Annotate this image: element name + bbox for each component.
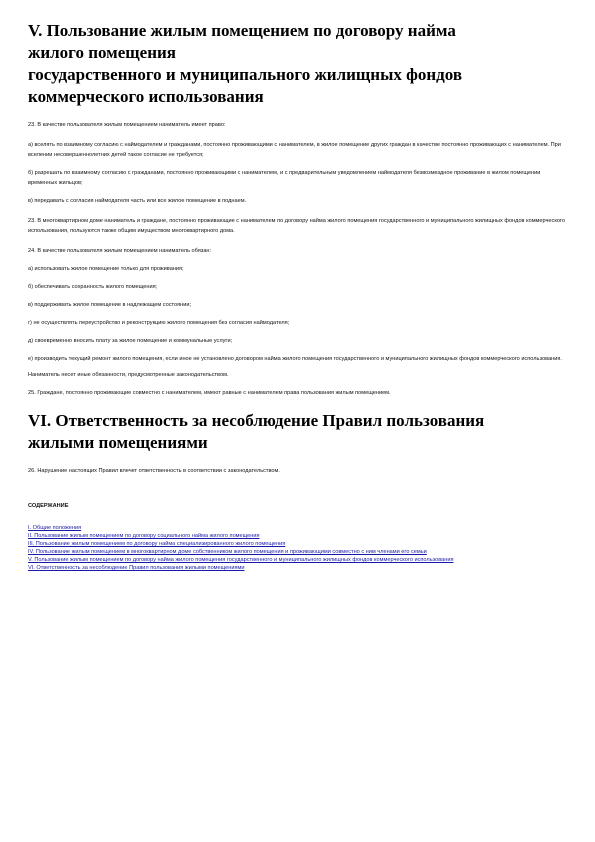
toc-item[interactable] [28, 540, 566, 548]
paragraph-24-b: б) обеспечивать сохранность жилого помещения; [28, 284, 158, 290]
toc-link-2[interactable]: II. Пользование жилым помещением по договору социального найма жилого помещения [28, 533, 260, 539]
paragraph-23-c: в) передавать с согласия наймодателя часть или все жилое помещение в поднаем. [28, 198, 247, 204]
heading-line: коммерческого использования [28, 87, 264, 106]
toc-link-5[interactable]: V. Пользование жилым помещением по договору найма жилого помещения государственного и муниципального жилищных фондов коммерческого использования [28, 557, 454, 563]
paragraph-24-a: а) использовать жилое помещение только для проживания; [28, 266, 184, 272]
toc-list [28, 524, 566, 572]
paragraph-24-c: в) поддерживать жилое помещение в надлежащем состоянии; [28, 302, 192, 308]
paragraph-24-f: е) производить текущий ремонт жилого помещения, если иное не установлено договором найма жилого помещения государственного и муниципального жилищных фондов коммерческого использования. [28, 356, 562, 362]
toc-item[interactable] [28, 548, 566, 556]
paragraph-25: 25. Граждане, постоянно проживающие совместно с нанимателем, имеют равные с нанимателем права пользования жилым помещением. [28, 390, 391, 396]
paragraph-24-d: г) не осуществлять переустройство и реконструкцию жилого помещения без согласия наймодателя; [28, 320, 290, 326]
section-6-heading [28, 410, 566, 454]
heading-line: VI. Ответственность за несоблюдение Правил пользования [28, 411, 485, 430]
heading-line: жилого помещения [28, 43, 176, 62]
toc-link-3[interactable]: III. Пользование жилым помещением по договору найма специализированного жилого помещения [28, 541, 286, 547]
paragraph-23-common-property: 23. В многоквартирном доме наниматель и граждане, постоянно проживающие с нанимателем по договору найма жилого помещения государственного и муниципального жилищных фондов коммерческого использования, пользуются также общим имуществом многоквартирного дома. [28, 218, 565, 234]
paragraph-23-intro: 23. В качестве пользователя жилым помещением наниматель имеет право: [28, 122, 226, 128]
paragraph-other-duties: Наниматель несет иные обязанности, предусмотренные законодательством. [28, 372, 229, 378]
toc-item[interactable] [28, 564, 566, 572]
toc-item[interactable] [28, 524, 566, 532]
paragraph-24-intro: 24. В качестве пользователя жилым помещением наниматель обязан: [28, 248, 212, 254]
paragraph-23-b: б) разрешать по взаимному согласию с гражданами, постоянно проживающими с нанимателем, и с предварительным уведомлением наймодателя безвозмездное проживание в жилом помещении временных жильцов; [28, 170, 541, 186]
toc-link-1[interactable]: I. Общие положения [28, 525, 82, 531]
heading-line: государственного и муниципального жилищных фондов [28, 65, 463, 84]
toc-title: СОДЕРЖАНИЕ [28, 503, 69, 509]
toc-link-4[interactable]: IV. Пользование жилым помещением в многоквартирном доме собственником жилого помещения и проживающими совместно с ним членами его семьи [28, 549, 427, 555]
toc-link-6[interactable]: VI. Ответственность за несоблюдение Правил пользования жилыми помещениями [28, 565, 245, 571]
paragraph-23-a: а) вселять по взаимному согласию с наймодателем и гражданами, постоянно проживающими с нанимателем, в жилое помещение других граждан в качестве постоянно проживающих с нанимателем. При вселении несовершеннолетних детей такое согласие не требуется; [28, 142, 561, 158]
document-content [28, 20, 566, 572]
paragraph-26: 26. Нарушение настоящих Правил влечет ответственность в соответствии с законодательством. [28, 468, 280, 474]
heading-line: жилыми помещениями [28, 433, 208, 452]
heading-line: V. Пользование жилым помещением по договору найма [28, 21, 456, 40]
section-5-heading [28, 20, 566, 108]
toc-item[interactable] [28, 532, 566, 540]
toc-item[interactable] [28, 556, 566, 564]
paragraph-24-e: д) своевременно вносить плату за жилое помещение и коммунальные услуги; [28, 338, 233, 344]
